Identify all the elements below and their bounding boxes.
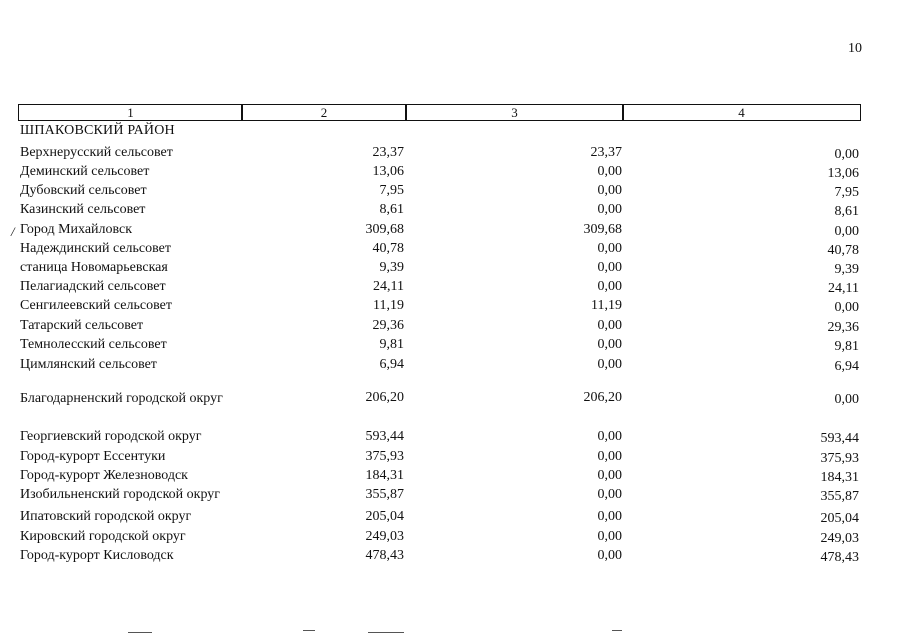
table-row [0, 487, 901, 505]
row-value-col2: 309,68 [365, 222, 404, 237]
row-value-col2: 184,31 [365, 468, 404, 483]
row-value-col3: 23,37 [590, 145, 622, 160]
table-row [0, 468, 901, 486]
row-value-col3: 0,00 [597, 202, 622, 217]
row-value-col4: 0,00 [834, 224, 859, 239]
table-row [0, 145, 901, 163]
row-name: Татарский сельсовет [20, 318, 144, 333]
row-value-col3: 206,20 [583, 390, 622, 405]
row-name: Ипатовский городской округ [20, 509, 192, 524]
table-row [0, 429, 901, 447]
row-value-col2: 375,93 [365, 449, 404, 464]
table-row [0, 318, 901, 336]
row-value-col2: 23,37 [372, 145, 404, 160]
row-value-col2: 24,11 [373, 279, 404, 294]
scan-mark [128, 632, 152, 633]
table-row [0, 449, 901, 467]
table-row [0, 279, 901, 297]
row-value-col2: 478,43 [365, 548, 404, 563]
row-value-col2: 11,19 [373, 298, 404, 313]
row-name: Сенгилеевский сельсовет [20, 298, 172, 313]
row-value-col3: 0,00 [597, 487, 622, 502]
table-row [0, 390, 901, 408]
column-header-row [18, 104, 861, 122]
row-name: Пелагиадский сельсовет [20, 279, 166, 294]
table-row [0, 164, 901, 182]
margin-tick-mark: / [11, 224, 15, 239]
row-value-col2: 40,78 [372, 241, 404, 256]
row-name: Темнолесский сельсовет [20, 337, 167, 352]
row-value-col4: 375,93 [820, 451, 859, 466]
row-name: Благодарненский городской округ [20, 391, 223, 406]
row-name: Город-курорт Кисловодск [20, 548, 174, 563]
scan-mark [303, 630, 315, 631]
row-value-col3: 309,68 [583, 222, 622, 237]
page-number: 10 [848, 41, 862, 56]
row-value-col2: 9,39 [379, 260, 404, 275]
row-value-col2: 7,95 [379, 183, 404, 198]
row-value-col2: 13,06 [372, 164, 404, 179]
row-value-col3: 0,00 [597, 337, 622, 352]
column-header-3: 3 [405, 104, 624, 121]
scan-mark [368, 632, 404, 633]
row-value-col4: 7,95 [834, 185, 859, 200]
table-row [0, 529, 901, 547]
table-row [0, 241, 901, 259]
row-name: Деминский сельсовет [20, 164, 150, 179]
row-value-col2: 8,61 [379, 202, 404, 217]
row-value-col4: 593,44 [820, 431, 859, 446]
table-row [0, 260, 901, 278]
table-row [0, 357, 901, 375]
column-header-4: 4 [622, 104, 861, 121]
table-row [0, 298, 901, 316]
row-value-col4: 478,43 [820, 550, 859, 565]
row-value-col4: 8,61 [834, 204, 859, 219]
table-row [0, 183, 901, 201]
row-name: Город-курорт Ессентуки [20, 449, 166, 464]
section-title: ШПАКОВСКИЙ РАЙОН [20, 123, 175, 138]
column-header-2: 2 [241, 104, 407, 121]
row-name: Город Михайловск [20, 222, 133, 237]
scan-mark [612, 630, 622, 631]
table-row [0, 222, 901, 240]
row-value-col3: 0,00 [597, 449, 622, 464]
row-value-col2: 355,87 [365, 487, 404, 502]
row-value-col3: 0,00 [597, 429, 622, 444]
row-value-col4: 6,94 [834, 359, 859, 374]
row-value-col2: 9,81 [379, 337, 404, 352]
row-value-col4: 0,00 [834, 147, 859, 162]
row-name: Верхнерусский сельсовет [20, 145, 173, 160]
row-value-col3: 0,00 [597, 529, 622, 544]
row-name: Казинский сельсовет [20, 202, 146, 217]
table-row [0, 337, 901, 355]
row-value-col4: 9,39 [834, 262, 859, 277]
row-value-col3: 0,00 [597, 241, 622, 256]
row-value-col3: 0,00 [597, 468, 622, 483]
row-value-col2: 6,94 [379, 357, 404, 372]
table-row [0, 202, 901, 220]
row-value-col4: 40,78 [827, 243, 859, 258]
row-value-col4: 184,31 [820, 470, 859, 485]
row-value-col2: 593,44 [365, 429, 404, 444]
row-value-col4: 13,06 [827, 166, 859, 181]
row-value-col4: 29,36 [827, 320, 859, 335]
row-value-col3: 0,00 [597, 279, 622, 294]
row-value-col4: 249,03 [820, 531, 859, 546]
row-name: Георгиевский городской округ [20, 429, 202, 444]
row-value-col3: 0,00 [597, 318, 622, 333]
row-value-col4: 24,11 [828, 281, 859, 296]
row-value-col3: 11,19 [591, 298, 622, 313]
column-header-1: 1 [18, 104, 243, 121]
row-value-col4: 355,87 [820, 489, 859, 504]
row-value-col4: 205,04 [820, 511, 859, 526]
row-value-col2: 29,36 [372, 318, 404, 333]
row-name: станица Новомарьевская [20, 260, 168, 275]
row-name: Цимлянский сельсовет [20, 357, 157, 372]
row-name: Дубовский сельсовет [20, 183, 147, 198]
row-value-col4: 0,00 [834, 392, 859, 407]
table-row [0, 509, 901, 527]
row-value-col2: 249,03 [365, 529, 404, 544]
row-value-col3: 0,00 [597, 164, 622, 179]
row-name: Кировский городской округ [20, 529, 186, 544]
row-value-col3: 0,00 [597, 260, 622, 275]
row-value-col4: 9,81 [834, 339, 859, 354]
row-value-col3: 0,00 [597, 509, 622, 524]
row-value-col2: 206,20 [365, 390, 404, 405]
row-value-col3: 0,00 [597, 548, 622, 563]
row-value-col2: 205,04 [365, 509, 404, 524]
row-name: Надеждинский сельсовет [20, 241, 171, 256]
row-name: Изобильненский городской округ [20, 487, 221, 502]
row-value-col3: 0,00 [597, 183, 622, 198]
row-value-col4: 0,00 [834, 300, 859, 315]
row-value-col3: 0,00 [597, 357, 622, 372]
row-name: Город-курорт Железноводск [20, 468, 188, 483]
table-row [0, 548, 901, 566]
